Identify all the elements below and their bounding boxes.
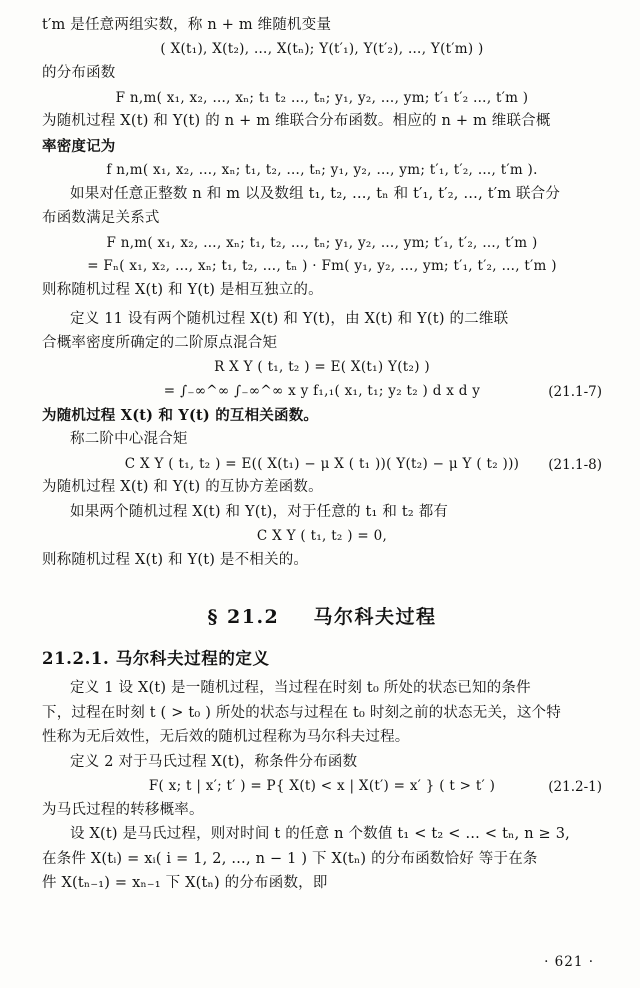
paragraph-line: 为随机过程 X(t) 和 Y(t) 的互协方差函数。 xyxy=(42,479,323,496)
formula-line: F n,m( x₁, x₂, …, xₙ; t₁ t₂ …, tₙ; y₁, y₂, …, ym; t′₁ t′₂ …, t′m ) xyxy=(115,89,529,106)
paragraph-line: 布函数满足关系式 xyxy=(42,210,160,227)
formula-line: ( X(t₁), X(t₂), …, X(tₙ); Y(t′₁), Y(t′₂), …, Y(t′m) ) xyxy=(160,41,484,58)
paragraph-line: 称二阶中心混合矩 xyxy=(70,431,188,448)
paragraph-line: 件 X(tₙ₋₁) = xₙ₋₁ 下 X(tₙ) 的分布函数，即 xyxy=(42,875,328,892)
paragraph-line: t′m 是任意两组实数，称 n + m 维随机变量 xyxy=(42,17,332,33)
equation-tag: (21.1-7) xyxy=(548,384,602,401)
equation-tag: (21.1-8) xyxy=(548,456,602,473)
formula-line: = ∫₋∞^∞ ∫₋∞^∞ x y f₁,₁( x₁, t₁; y₂ t₂ ) d x d y xyxy=(163,383,481,400)
paragraph-line: 为马氏过程的转移概率。 xyxy=(42,801,204,818)
formula-line: = Fₙ( x₁, x₂, …, xₙ; t₁, t₂, …, tₙ ) · Fm( y₁, y₂, …, ym; t′₁, t′₂, …, t′m ) xyxy=(87,258,557,275)
paragraph-line: 的分布函数 xyxy=(42,65,116,82)
subsection-number: 21.2.1. xyxy=(42,649,110,669)
definition-1-line: 定义 1 设 X(t) 是一随机过程，当过程在时刻 t₀ 所处的状态已知的条件 xyxy=(70,680,531,697)
subsection-heading xyxy=(42,645,602,669)
paragraph-line: 在条件 X(tᵢ) = xᵢ( i = 1, 2, …, n − 1 ) 下 X(tₙ) 的分布函数恰好 等于在条 xyxy=(42,850,538,867)
paragraph-line: 下，过程在时刻 t ( > t₀ ) 所处的状态与过程在 t₀ 时刻之前的状态无关，这个特 xyxy=(42,704,561,721)
formula-line: R X Y ( t₁, t₂ ) = E( X(t₁) Y(t₂) ) xyxy=(214,359,430,376)
section-heading xyxy=(42,602,602,629)
paragraph-line: 如果对任意正整数 n 和 m 以及数组 t₁, t₂, …, tₙ 和 t′₁, t′₂, …, t′m 联合分 xyxy=(70,185,561,202)
formula-line: F( x; t | x′; t′ ) = P{ X(t) < x | X(t′) = x′ } ( t > t′ ) xyxy=(148,778,496,795)
formula-row xyxy=(42,775,602,799)
equation-tag: (21.2-1) xyxy=(548,779,602,796)
formula-line: C X Y ( t₁, t₂ ) = E(( X(t₁) − μ X ( t₁ ))( Y(t₂) − μ Y ( t₂ ))) xyxy=(124,455,520,472)
formula-line: C X Y ( t₁, t₂ ) = 0, xyxy=(256,528,388,545)
paragraph-line: 率密度记为 xyxy=(42,137,116,155)
page-number: · 621 · xyxy=(544,954,594,970)
paragraph-line: 为随机过程 X(t) 和 Y(t) 的 n + m 维联合分布函数。相应的 n + m 维联合概 xyxy=(42,113,551,130)
formula-row xyxy=(42,453,602,477)
paragraph-line: 则称随机过程 X(t) 和 Y(t) 是相互独立的。 xyxy=(42,282,323,299)
paragraph-line: 为随机过程 X(t) 和 Y(t) 的互相关函数。 xyxy=(42,406,319,424)
paragraph-line: 如果两个随机过程 X(t) 和 Y(t)，对于任意的 t₁ 和 t₂ 都有 xyxy=(70,503,449,520)
section-title-text: 马尔科夫过程 xyxy=(313,606,437,629)
paragraph-line: 则称随机过程 X(t) 和 Y(t) 是不相关的。 xyxy=(42,551,309,568)
definition-2-line: 定义 2 对于马氏过程 X(t)，称条件分布函数 xyxy=(70,753,358,770)
formula-line: F n,m( x₁, x₂, …, xₙ; t₁, t₂, …, tₙ; y₁, y₂, …, ym; t′₁, t′₂, …, t′m ) xyxy=(106,234,538,251)
page-content xyxy=(42,14,602,897)
formula-row xyxy=(42,380,602,404)
paragraph-line: 设 X(t) 是马氏过程，则对时间 t 的任意 n 个数值 t₁ < t₂ < … < tₙ, n ≥ 3, xyxy=(70,826,570,843)
definition-11-line: 定义 11 设有两个随机过程 X(t) 和 Y(t)，由 X(t) 和 Y(t) 的二维联 xyxy=(70,310,509,327)
subsection-title-text: 马尔科夫过程的定义 xyxy=(115,649,270,669)
formula-line: f n,m( x₁, x₂, …, xₙ; t₁, t₂, …, tₙ; y₁, y₂, …, ym; t′₁, t′₂, …, t′m ). xyxy=(106,162,538,179)
section-number: § 21.2 xyxy=(207,606,280,629)
paragraph-line: 性称为无后效性，无后效的随机过程称为马尔科夫过程。 xyxy=(42,729,410,746)
paragraph-line: 合概率密度所确定的二阶原点混合矩 xyxy=(42,335,278,351)
